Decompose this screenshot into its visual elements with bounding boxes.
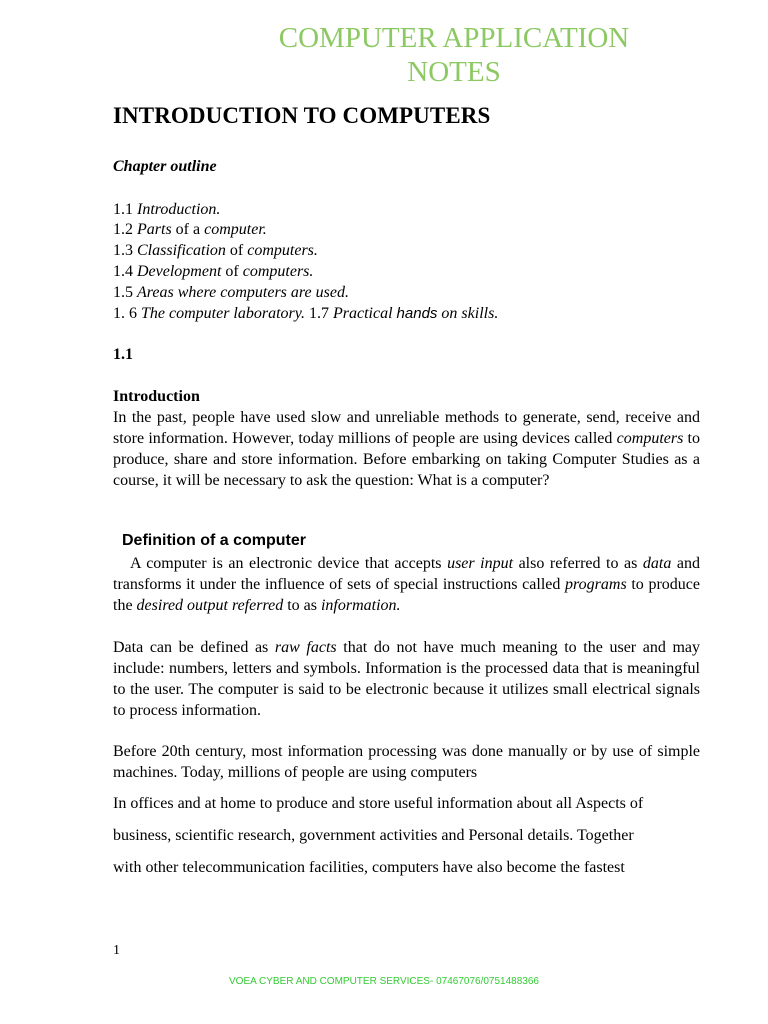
page-number: 1	[113, 943, 120, 958]
outline-item: 1.1 Introduction.	[113, 201, 221, 218]
outline-item: 1.5 Areas where computers are used.	[113, 284, 349, 301]
outline-item: 1.3 Classification of computers.	[113, 242, 318, 259]
chapter-outline-label: Chapter outline	[113, 158, 217, 175]
document-title-line2: NOTES	[407, 56, 501, 88]
section-number: 1.1	[113, 346, 133, 363]
page-footer: VOEA CYBER AND COMPUTER SERVICES- 07467076/0751488366	[229, 976, 539, 987]
history-paragraph: Before 20th century, most information processing was done manually or by use of simple machines. Today, millions of people are using computers	[113, 743, 700, 781]
text-line: In offices and at home to produce and store useful information about all Aspects of	[113, 795, 644, 812]
document-title-line1: COMPUTER APPLICATION	[278, 22, 630, 54]
outline-item: 1. 6 The computer laboratory. 1.7 Practical hands on skills.	[113, 305, 499, 322]
introduction-paragraph: In the past, people have used slow and unreliable methods to generate, send, receive and store information. However, today millions of people are using devices called computers to produce, share and store information. Before embarking on taking Computer Studies as a course, it will be necessary to ask the question: What is a computer?	[113, 409, 700, 489]
outline-item: 1.2 Parts of a computer.	[113, 221, 267, 238]
text-line: business, scientific research, government activities and Personal details. Together	[113, 827, 634, 844]
definition-heading: Definition of a computer	[122, 532, 306, 549]
text-line: with other telecommunication facilities, computers have also become the fastest	[113, 859, 625, 876]
data-paragraph: Data can be defined as raw facts that do not have much meaning to the user and may include: numbers, letters and symbols. Information is the processed data that is meaningful to the user. The computer is said to be electronic because it utilizes small electrical signals to process information.	[113, 639, 701, 719]
chapter-heading: INTRODUCTION TO COMPUTERS	[113, 103, 491, 128]
outline-item: 1.4 Development of computers.	[113, 263, 314, 280]
definition-paragraph: A computer is an electronic device that accepts user input also referred to as data and transforms it under the influence of sets of special instructions called programs to produce the desired output referred to as information.	[113, 555, 700, 614]
introduction-heading: Introduction	[113, 388, 200, 405]
